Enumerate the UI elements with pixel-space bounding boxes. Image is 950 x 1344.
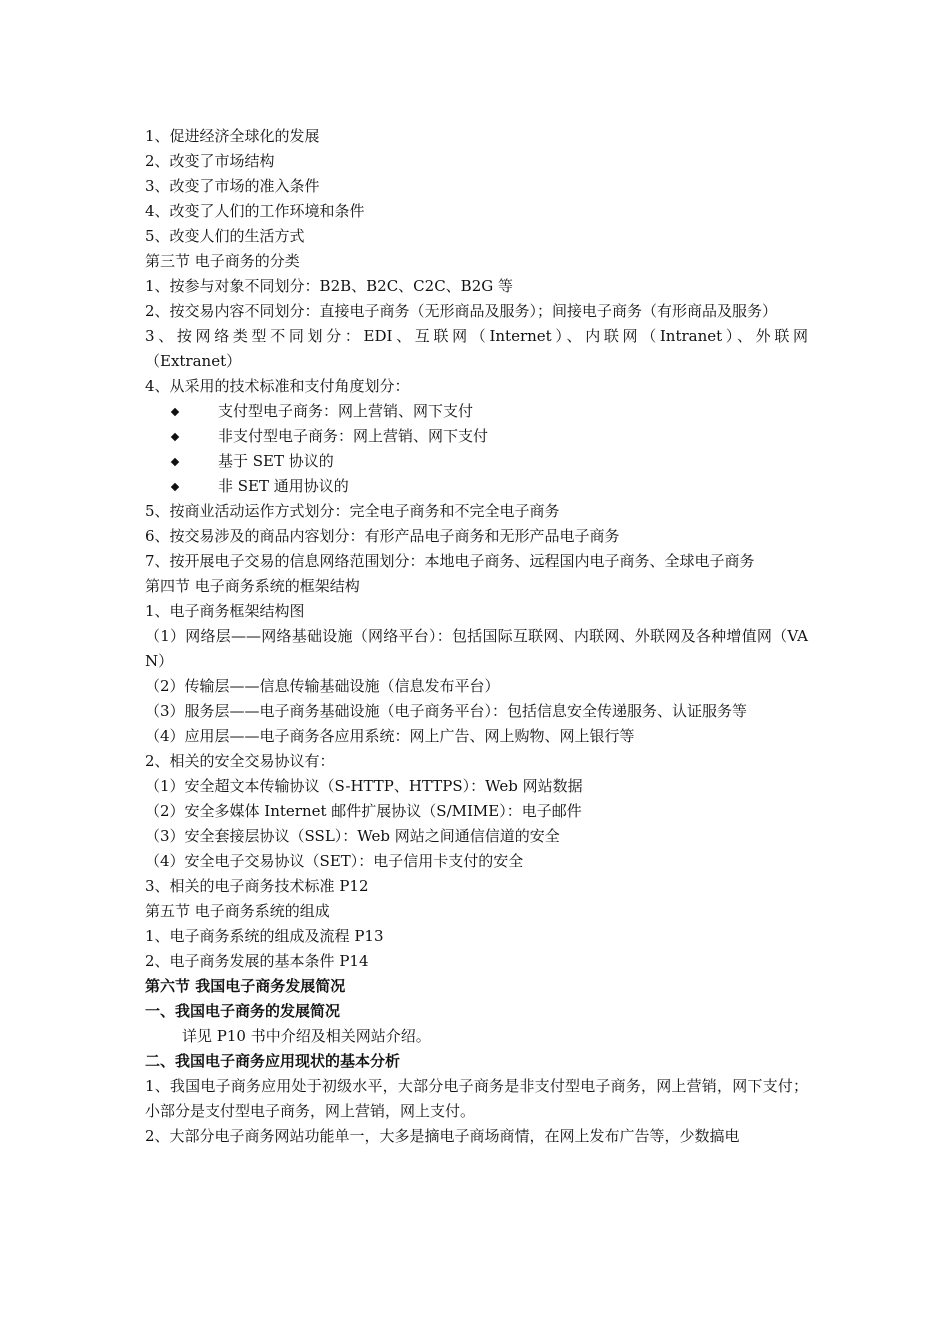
text-line: 1、电子商务框架结构图 [145,602,305,620]
text-paragraph: 1、我国电子商务应用处于初级水平，大部分电子商务是非支付型电子商务，网上营销，网下支付；小部分是支付型电子商务，网上营销，网上支付。 [145,1077,808,1120]
text-paragraph: （3）服务层——电子商务基础设施（电子商务平台）：包括信息安全传递服务、认证服务等 [145,702,748,720]
text-line-justified: 3、按网络类型不同划分：EDI、互联网（Internet）、内联网（Intranet）、外联网 [145,327,808,345]
text-line: 4、改变了人们的工作环境和条件 [145,202,365,220]
section-heading-bold: 第六节 我国电子商务发展简况 [145,977,346,995]
bullet-item [145,449,808,474]
bullet-item [145,399,808,424]
text-line: 2、相关的安全交易协议有： [145,752,335,770]
text-line: 1、按参与对象不同划分：B2B、B2C、C2C、B2G 等 [145,277,513,295]
section-heading: 第三节 电子商务的分类 [145,252,300,270]
text-line: 6、按交易涉及的商品内容划分：有形产品电子商务和无形产品电子商务 [145,527,620,545]
section-heading: 第四节 电子商务系统的框架结构 [145,577,360,595]
diamond-bullet-icon [171,407,179,415]
diamond-bullet-icon [171,482,179,490]
text-line: 4、从采用的技术标准和支付角度划分： [145,377,410,395]
text-line: 5、按商业活动运作方式划分：完全电子商务和不完全电子商务 [145,502,560,520]
text-line: 2、改变了市场结构 [145,152,275,170]
bullet-item [145,424,808,449]
indented-text: 详见 P10 书中介绍及相关网站介绍。 [182,1027,431,1045]
text-paragraph: （1）网络层——网络基础设施（网络平台）：包括国际互联网、内联网、外联网及各种增值网（VAN） [145,627,808,670]
subheading-bold: 二、我国电子商务应用现状的基本分析 [145,1052,401,1070]
text-paragraph: 2、按交易内容不同划分：直接电子商务（无形商品及服务）；间接电子商务（有形商品及服务） [145,302,778,320]
text-line: （2）安全多媒体 Internet 邮件扩展协议（S/MIME）：电子邮件 [145,802,582,820]
bullet-text: 基于 SET 协议的 [218,452,334,470]
diamond-bullet-icon [171,457,179,465]
text-line: 2、大部分电子商务网站功能单一，大多是摘电子商场商情，在网上发布广告等，少数搞电 [145,1127,740,1145]
text-line: 2、电子商务发展的基本条件 P14 [145,952,369,970]
text-line: （3）安全套接层协议（SSL）：Web 网站之间通信信道的安全 [145,827,560,845]
text-line: （4）应用层——电子商务各应用系统：网上广告、网上购物、网上银行等 [145,727,635,745]
text-line: 5、改变人们的生活方式 [145,227,305,245]
text-line: 3、相关的电子商务技术标准 P12 [145,877,369,895]
text-line: （2）传输层——信息传输基础设施（信息发布平台） [145,677,500,695]
bullet-text: 非 SET 通用协议的 [218,477,349,495]
text-line: （1）安全超文本传输协议（S-HTTP、HTTPS）：Web 网站数据 [145,777,583,795]
text-line: 1、促进经济全球化的发展 [145,127,320,145]
document-page [145,124,808,1149]
text-line: 3、改变了市场的准入条件 [145,177,320,195]
bullet-text: 支付型电子商务：网上营销、网下支付 [218,402,474,420]
diamond-bullet-icon [171,432,179,440]
text-paragraph: 7、按开展电子交易的信息网络范围划分：本地电子商务、远程国内电子商务、全球电子商务 [145,552,755,570]
subheading-bold: 一、我国电子商务的发展简况 [145,1002,341,1020]
text-line: （Extranet） [145,352,242,370]
text-line: 1、电子商务系统的组成及流程 P13 [145,927,384,945]
text-line: （4）安全电子交易协议（SET）：电子信用卡支付的安全 [145,852,524,870]
bullet-text: 非支付型电子商务：网上营销、网下支付 [218,427,489,445]
section-heading: 第五节 电子商务系统的组成 [145,902,330,920]
bullet-item [145,474,808,499]
